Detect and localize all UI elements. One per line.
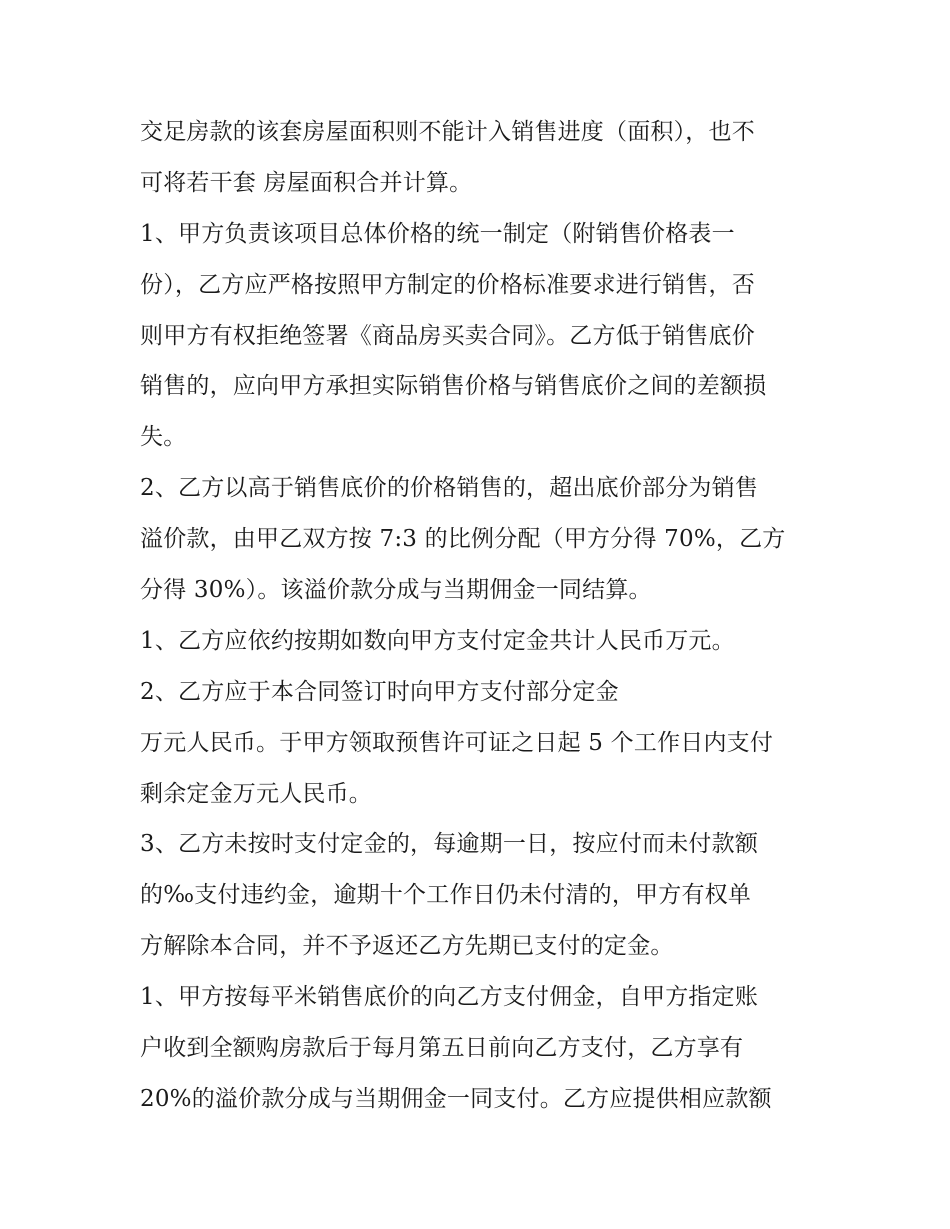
text-line: 失。 <box>140 424 187 451</box>
text-line: 方解除本合同，并不予返还乙方先期已支付的定金。 <box>140 933 674 960</box>
text-line: 交足房款的该套房屋面积则不能计入销售进度（面积），也不 <box>140 119 755 145</box>
text-line: 分得 30%）。该溢价款分成与当期佣金一同结算。 <box>140 577 652 604</box>
text-line: 则甲方有权拒绝签署《商品房买卖合同》。乙方低于销售底价 <box>140 322 755 349</box>
text-line: 2、乙方以高于销售底价的价格销售的，超出底价部分为销售 <box>140 475 759 502</box>
document-body <box>140 107 830 1125</box>
text-line: 剩余定金万元人民币。 <box>140 780 372 807</box>
text-line: 户收到全额购房款后于每月第五日前向乙方支付，乙方享有 <box>140 1035 744 1062</box>
text-line: 份），乙方应严格按照甲方制定的价格标准要求进行销售，否 <box>140 271 755 298</box>
text-line: 1、甲方按每平米销售底价的向乙方支付佣金，自甲方指定账 <box>140 984 759 1011</box>
text-line: 销售的，应向甲方承担实际销售价格与销售底价之间的差额损 <box>140 373 767 400</box>
text-line: 3、乙方未按时支付定金的，每逾期一日，按应付而未付款额 <box>140 831 759 858</box>
text-line: 溢价款，由甲乙双方按 7:3 的比例分配（甲方分得 70%，乙方 <box>140 526 786 553</box>
text-line: 1、甲方负责该项目总体价格的统一制定（附销售价格表一 <box>140 220 735 247</box>
text-line: 万元人民币。于甲方领取预售许可证之日起 5 个工作日内支付 <box>140 729 774 756</box>
text-line: 可将若干套 房屋面积合并计算。 <box>140 169 473 196</box>
text-line: 1、乙方应依约按期如数向甲方支付定金共计人民币万元。 <box>140 627 735 654</box>
text-line: 20%的溢价款分成与当期佣金一同支付。乙方应提供相应款额 <box>140 1085 772 1112</box>
text-line: 2、乙方应于本合同签订时向甲方支付部分定金 <box>140 678 619 705</box>
text-line: 的‰支付违约金，逾期十个工作日仍未付清的，甲方有权单 <box>140 882 752 909</box>
